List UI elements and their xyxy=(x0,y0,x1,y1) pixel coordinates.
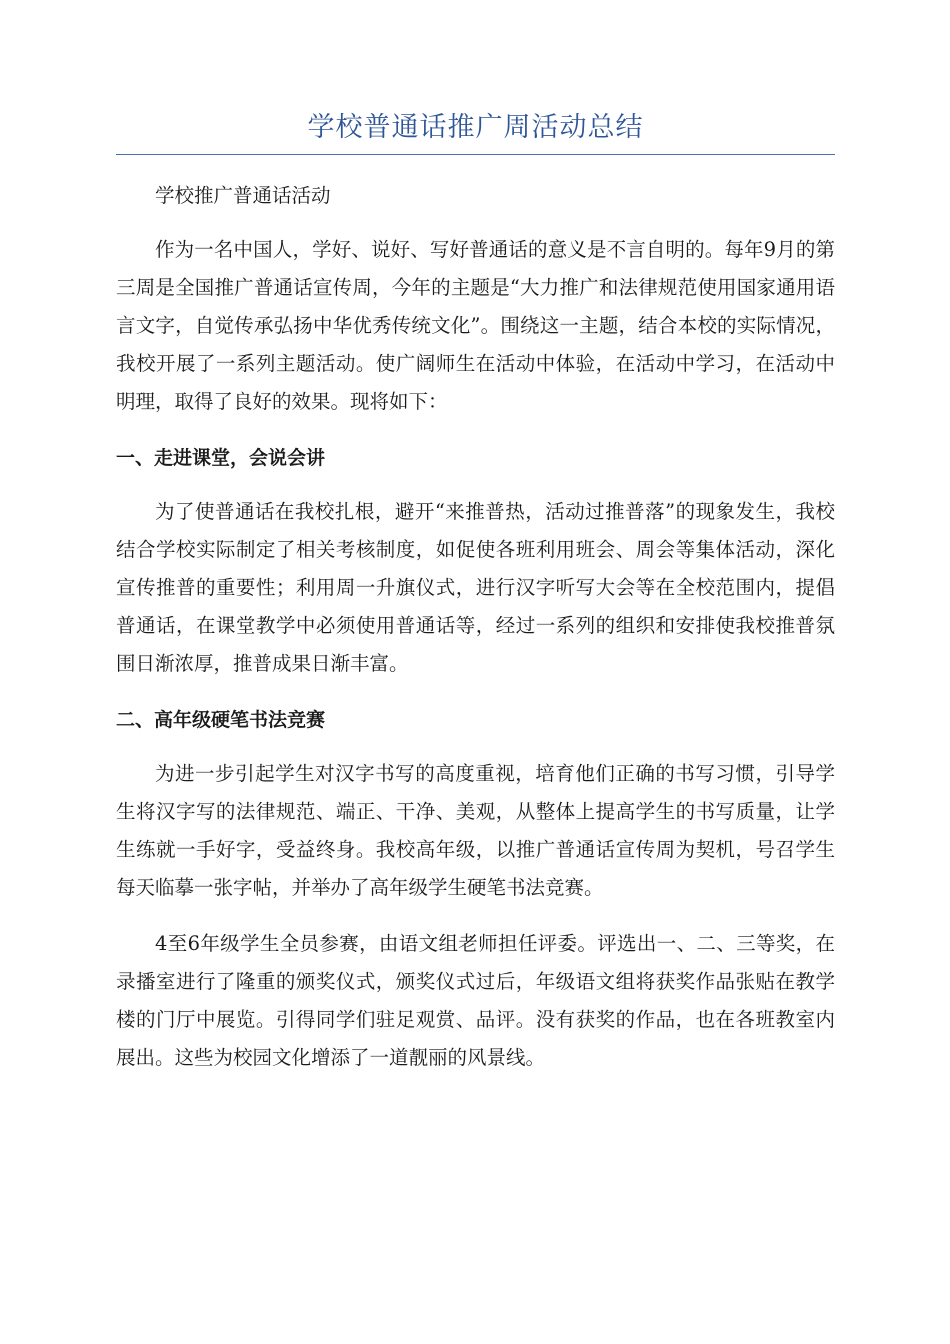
intro-paragraph: 作为一名中国人，学好、说好、写好普通话的意义是不言自明的。每年9月的第三周是全国推广普通话宣传周，今年的主题是“大力推广和法律规范使用国家通用语言文字，自觉传承弘扬中华优秀传统文化”。围绕这一主题，结合本校的实际情况，我校开展了一系列主题活动。使广阔师生在活动中体验，在活动中学习，在活动中明理，取得了良好的效果。现将如下： xyxy=(116,238,835,413)
document-title: 学校普通话推广周活动总结 xyxy=(116,108,835,155)
section-1-paragraph-1: 为了使普通话在我校扎根，避开“来推普热，活动过推普落”的现象发生，我校结合学校实际制定了相关考核制度，如促使各班利用班会、周会等集体活动，深化宣传推普的重要性；利用周一升旗仪式，进行汉字听写大会等在全校范围内，提倡普通话，在课堂教学中必须使用普通话等，经过一系列的组织和安排使我校推普氛围日渐浓厚，推普成果日渐丰富。 xyxy=(116,500,835,675)
section-2-paragraph-1: 为进一步引起学生对汉字书写的高度重视，培育他们正确的书写习惯，引导学生将汉字写的法律规范、端正、干净、美观，从整体上提高学生的书写质量，让学生练就一手好字，受益终身。我校高年级，以推广普通话宣传周为契机，号召学生每天临摹一张字帖，并举办了高年级学生硬笔书法竞赛。 xyxy=(116,762,835,899)
section-heading-1: 一、走进课堂，会说会讲 xyxy=(116,447,326,469)
document-page xyxy=(116,108,835,1077)
document-subtitle: 学校推广普通话活动 xyxy=(155,184,331,207)
section-2-paragraph-2: 4至6年级学生全员参赛，由语文组老师担任评委。评选出一、二、三等奖，在录播室进行了隆重的颁奖仪式，颁奖仪式过后，年级语文组将获奖作品张贴在教学楼的门厅中展览。引得同学们驻足观赏、品评。没有获奖的作品，也在各班教室内展出。这些为校园文化增添了一道靓丽的风景线。 xyxy=(116,932,835,1069)
section-heading-2: 二、高年级硬笔书法竞赛 xyxy=(116,709,326,731)
